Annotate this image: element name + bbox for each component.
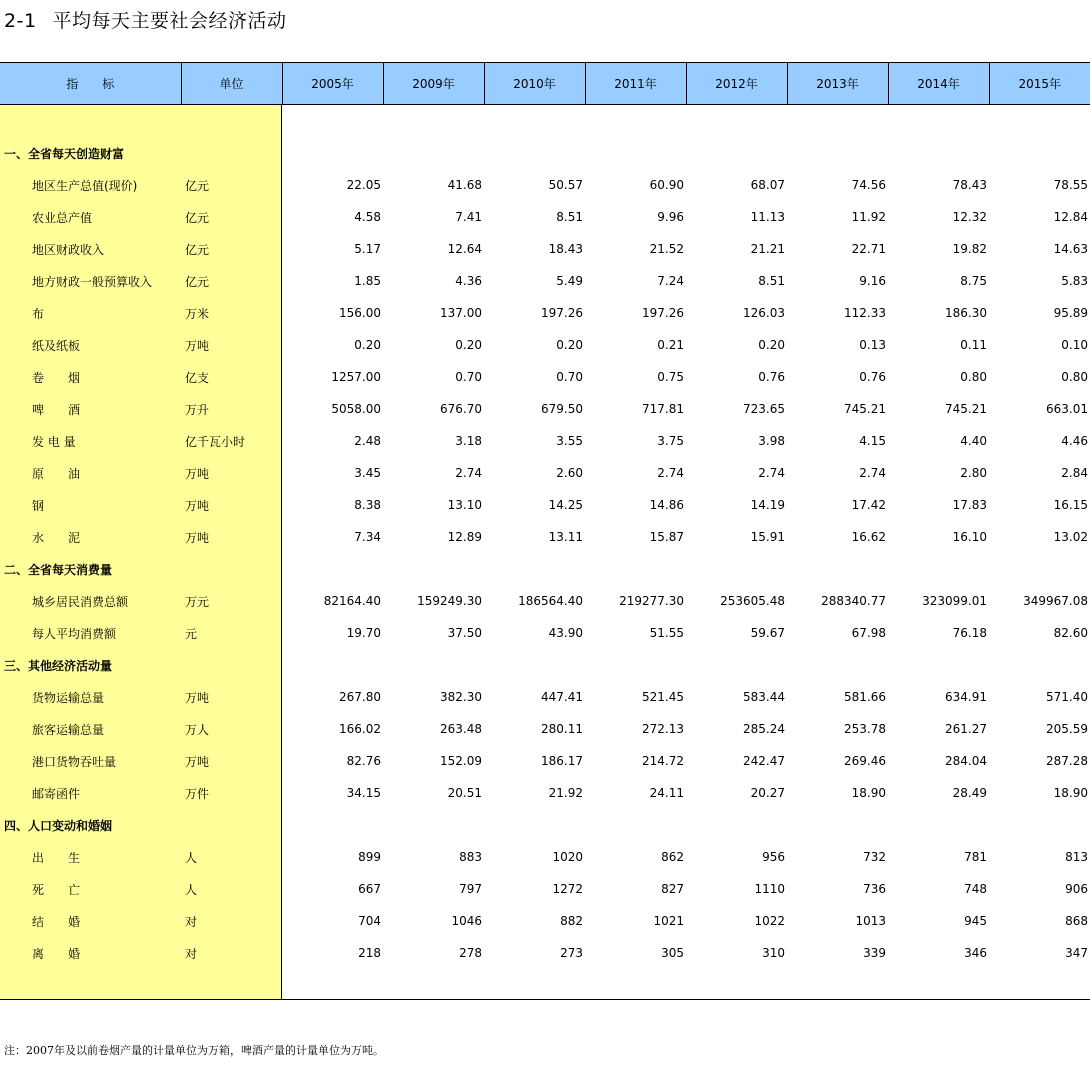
value-cell: 18.90 (1053, 786, 1088, 800)
value-cell: 197.26 (642, 306, 684, 320)
table-body (0, 105, 1090, 982)
value-cell: 14.86 (649, 498, 684, 512)
unit-cell: 对 (185, 914, 198, 929)
value-cell: 8.75 (960, 274, 987, 288)
indicator-name: 地区生产总值(现价) (32, 178, 138, 193)
value-cell: 159249.30 (417, 594, 482, 608)
value-cell: 22.05 (346, 178, 381, 192)
value-cell: 4.40 (960, 434, 987, 448)
value-cell: 679.50 (541, 402, 583, 416)
indicator-name: 原 油 (32, 466, 81, 481)
table-row (0, 329, 1090, 361)
value-cell: 2.80 (960, 466, 987, 480)
value-cell: 4.36 (455, 274, 482, 288)
value-cell: 14.63 (1053, 242, 1088, 256)
table-row (0, 233, 1090, 265)
value-cell: 186.30 (945, 306, 987, 320)
value-cell: 0.21 (657, 338, 684, 352)
value-cell: 288340.77 (821, 594, 886, 608)
value-cell: 3.75 (657, 434, 684, 448)
value-cell: 5.49 (556, 274, 583, 288)
value-cell: 17.83 (952, 498, 987, 512)
value-cell: 4.15 (859, 434, 886, 448)
value-cell: 323099.01 (922, 594, 987, 608)
value-cell: 347 (1065, 946, 1088, 960)
value-cell: 0.76 (859, 370, 886, 384)
value-cell: 41.68 (447, 178, 482, 192)
header-year: 2005年 (282, 63, 383, 105)
value-cell: 17.42 (851, 498, 886, 512)
value-cell: 9.96 (657, 210, 684, 224)
value-cell: 269.46 (844, 754, 886, 768)
value-cell: 0.76 (758, 370, 785, 384)
table-row (0, 841, 1090, 873)
value-cell: 1046 (451, 914, 482, 928)
unit-cell: 万人 (185, 722, 210, 737)
value-cell: 667 (358, 882, 381, 896)
value-cell: 8.51 (556, 210, 583, 224)
table-row (0, 361, 1090, 393)
page-title (4, 6, 287, 33)
value-cell: 2.74 (758, 466, 785, 480)
value-cell: 571.40 (1046, 690, 1088, 704)
value-cell: 21.52 (649, 242, 684, 256)
indicator-name: 农业总产值 (32, 210, 93, 225)
value-cell: 899 (358, 850, 381, 864)
value-cell: 882 (560, 914, 583, 928)
value-cell: 21.21 (750, 242, 785, 256)
table-row (0, 745, 1090, 777)
value-cell: 267.80 (339, 690, 381, 704)
unit-cell: 人 (185, 882, 198, 897)
value-cell: 13.02 (1053, 530, 1088, 544)
value-cell: 137.00 (440, 306, 482, 320)
value-cell: 3.98 (758, 434, 785, 448)
value-cell: 214.72 (642, 754, 684, 768)
value-cell: 28.49 (952, 786, 987, 800)
value-cell: 2.74 (455, 466, 482, 480)
header-year: 2014年 (888, 63, 989, 105)
value-cell: 18.43 (548, 242, 583, 256)
value-cell: 12.32 (952, 210, 987, 224)
value-cell: 13.11 (548, 530, 583, 544)
value-cell: 14.19 (750, 498, 785, 512)
value-cell: 3.45 (354, 466, 381, 480)
value-cell: 583.44 (743, 690, 785, 704)
table-row (0, 169, 1090, 201)
value-cell: 717.81 (642, 402, 684, 416)
value-cell: 34.15 (346, 786, 381, 800)
value-cell: 166.02 (339, 722, 381, 736)
indicator-name: 货物运输总量 (32, 690, 105, 705)
table-row (0, 905, 1090, 937)
header-year: 2013年 (787, 63, 888, 105)
value-cell: 781 (964, 850, 987, 864)
section-empty-cell (282, 137, 1090, 169)
value-cell: 261.27 (945, 722, 987, 736)
value-cell: 447.41 (541, 690, 583, 704)
value-cell: 82.76 (346, 754, 381, 768)
value-cell: 186564.40 (518, 594, 583, 608)
value-cell: 7.24 (657, 274, 684, 288)
value-cell: 349967.08 (1023, 594, 1088, 608)
value-cell: 723.65 (743, 402, 785, 416)
indicator-name: 出 生 (32, 850, 81, 865)
value-cell: 906 (1065, 882, 1088, 896)
value-cell: 0.20 (455, 338, 482, 352)
section-label: 一、全省每天创造财富 (4, 146, 125, 161)
value-cell: 156.00 (339, 306, 381, 320)
value-cell: 278 (459, 946, 482, 960)
value-cell: 8.51 (758, 274, 785, 288)
value-cell: 2.74 (657, 466, 684, 480)
value-cell: 3.55 (556, 434, 583, 448)
value-cell: 8.38 (354, 498, 381, 512)
table-row (0, 713, 1090, 745)
indicator-name: 旅客运输总量 (32, 722, 105, 737)
value-cell: 1257.00 (331, 370, 381, 384)
value-cell: 43.90 (548, 626, 583, 640)
footnote: 注：2007年及以前卷烟产量的计量单位为万箱，啤酒产量的计量单位为万吨。 (4, 1044, 384, 1057)
value-cell: 15.91 (750, 530, 785, 544)
indicator-name: 纸及纸板 (32, 338, 81, 353)
header-unit: 单位 (181, 63, 282, 105)
table-row (0, 201, 1090, 233)
unit-cell: 万吨 (185, 690, 210, 705)
value-cell: 20.51 (447, 786, 482, 800)
indicator-name: 每人平均消费额 (32, 626, 117, 641)
unit-cell: 万吨 (185, 754, 210, 769)
value-cell: 197.26 (541, 306, 583, 320)
value-cell: 5.17 (354, 242, 381, 256)
header-year: 2012年 (686, 63, 787, 105)
value-cell: 78.43 (952, 178, 987, 192)
value-cell: 22.71 (851, 242, 886, 256)
indicator-name: 啤 酒 (32, 402, 81, 417)
value-cell: 82164.40 (323, 594, 381, 608)
table-row (0, 489, 1090, 521)
value-cell: 186.17 (541, 754, 583, 768)
value-cell: 7.34 (354, 530, 381, 544)
value-cell: 339 (863, 946, 886, 960)
unit-cell: 亿元 (185, 178, 210, 193)
unit-cell: 人 (185, 850, 198, 865)
value-cell: 0.70 (556, 370, 583, 384)
section-empty-cell (282, 809, 1090, 841)
section-label: 二、全省每天消费量 (4, 562, 113, 577)
header-year: 2010年 (484, 63, 585, 105)
indicator-name: 城乡居民消费总额 (32, 594, 129, 609)
section-label: 四、人口变动和婚姻 (4, 818, 113, 833)
value-cell: 253.78 (844, 722, 886, 736)
value-cell: 2.60 (556, 466, 583, 480)
value-cell: 19.82 (952, 242, 987, 256)
indicator-name: 结 婚 (32, 914, 81, 929)
header-year: 2011年 (585, 63, 686, 105)
unit-cell: 万米 (185, 306, 210, 321)
value-cell: 273 (560, 946, 583, 960)
value-cell: 736 (863, 882, 886, 896)
value-cell: 12.89 (447, 530, 482, 544)
value-cell: 67.98 (851, 626, 886, 640)
value-cell: 0.20 (354, 338, 381, 352)
table-row (0, 617, 1090, 649)
unit-cell: 万升 (185, 402, 210, 417)
value-cell: 0.13 (859, 338, 886, 352)
value-cell: 59.67 (750, 626, 785, 640)
value-cell: 287.28 (1046, 754, 1088, 768)
unit-cell: 亿元 (185, 242, 210, 257)
value-cell: 2.74 (859, 466, 886, 480)
section-row (0, 137, 1090, 169)
unit-cell: 亿支 (185, 370, 210, 385)
value-cell: 862 (661, 850, 684, 864)
section-row (0, 553, 1090, 585)
table-number: 2-1 (4, 10, 37, 32)
value-cell: 748 (964, 882, 987, 896)
value-cell: 37.50 (447, 626, 482, 640)
value-cell: 285.24 (743, 722, 785, 736)
header-year: 2015年 (989, 63, 1090, 105)
indicator-name: 邮寄函件 (32, 786, 81, 801)
value-cell: 797 (459, 882, 482, 896)
value-cell: 112.33 (844, 306, 886, 320)
value-cell: 0.80 (1061, 370, 1088, 384)
value-cell: 219277.30 (619, 594, 684, 608)
value-cell: 883 (459, 850, 482, 864)
value-cell: 310 (762, 946, 785, 960)
unit-cell: 元 (185, 626, 198, 641)
table-row (0, 297, 1090, 329)
value-cell: 4.46 (1061, 434, 1088, 448)
section-row (0, 649, 1090, 681)
value-cell: 0.80 (960, 370, 987, 384)
unit-cell: 对 (185, 946, 198, 961)
value-cell: 704 (358, 914, 381, 928)
unit-cell: 亿元 (185, 274, 210, 289)
value-cell: 0.20 (758, 338, 785, 352)
indicator-name: 地区财政收入 (32, 242, 105, 257)
value-cell: 346 (964, 946, 987, 960)
value-cell: 945 (964, 914, 987, 928)
value-cell: 1013 (855, 914, 886, 928)
value-cell: 12.64 (447, 242, 482, 256)
value-cell: 868 (1065, 914, 1088, 928)
value-cell: 2.48 (354, 434, 381, 448)
indicator-name: 地方财政一般预算收入 (32, 274, 153, 289)
section-row (0, 809, 1090, 841)
data-table (0, 63, 1090, 981)
value-cell: 218 (358, 946, 381, 960)
indicator-name: 卷 烟 (32, 370, 81, 385)
table-row (0, 585, 1090, 617)
section-empty-cell (282, 553, 1090, 585)
value-cell: 5058.00 (331, 402, 381, 416)
table-row (0, 457, 1090, 489)
unit-cell: 亿千瓦小时 (185, 434, 246, 449)
table-row (0, 521, 1090, 553)
value-cell: 263.48 (440, 722, 482, 736)
value-cell: 12.84 (1053, 210, 1088, 224)
value-cell: 284.04 (945, 754, 987, 768)
value-cell: 21.92 (548, 786, 583, 800)
value-cell: 16.15 (1053, 498, 1088, 512)
value-cell: 305 (661, 946, 684, 960)
value-cell: 634.91 (945, 690, 987, 704)
value-cell: 9.16 (859, 274, 886, 288)
indicator-name: 布 (32, 306, 45, 321)
value-cell: 382.30 (440, 690, 482, 704)
value-cell: 0.11 (960, 338, 987, 352)
spacer-row (0, 105, 1090, 138)
indicator-name: 水 泥 (32, 530, 81, 545)
value-cell: 732 (863, 850, 886, 864)
unit-cell: 亿元 (185, 210, 210, 225)
unit-cell: 万吨 (185, 530, 210, 545)
value-cell: 3.18 (455, 434, 482, 448)
value-cell: 50.57 (548, 178, 583, 192)
value-cell: 663.01 (1046, 402, 1088, 416)
value-cell: 827 (661, 882, 684, 896)
header-row (0, 63, 1090, 105)
value-cell: 745.21 (945, 402, 987, 416)
section-label: 三、其他经济活动量 (4, 658, 113, 673)
value-cell: 68.07 (750, 178, 785, 192)
value-cell: 152.09 (440, 754, 482, 768)
value-cell: 1272 (552, 882, 583, 896)
table-bottom-rule (0, 999, 1090, 1000)
indicator-name: 发 电 量 (32, 434, 76, 449)
value-cell: 15.87 (649, 530, 684, 544)
value-cell: 16.62 (851, 530, 886, 544)
value-cell: 272.13 (642, 722, 684, 736)
table-row (0, 265, 1090, 297)
value-cell: 581.66 (844, 690, 886, 704)
value-cell: 0.20 (556, 338, 583, 352)
value-cell: 1020 (552, 850, 583, 864)
value-cell: 24.11 (649, 786, 684, 800)
value-cell: 11.13 (750, 210, 785, 224)
value-cell: 242.47 (743, 754, 785, 768)
header-indicator: 指 标 (0, 63, 181, 105)
value-cell: 11.92 (851, 210, 886, 224)
indicator-name: 港口货物吞吐量 (32, 754, 117, 769)
table-row (0, 873, 1090, 905)
unit-cell: 万吨 (185, 466, 210, 481)
indicator-name: 离 婚 (32, 946, 81, 961)
indicator-name: 死 亡 (32, 882, 81, 897)
value-cell: 1110 (754, 882, 785, 896)
value-cell: 2.84 (1061, 466, 1088, 480)
table-title: 平均每天主要社会经济活动 (52, 10, 287, 32)
value-cell: 676.70 (440, 402, 482, 416)
value-cell: 5.83 (1061, 274, 1088, 288)
value-cell: 205.59 (1046, 722, 1088, 736)
value-cell: 13.10 (447, 498, 482, 512)
value-cell: 51.55 (649, 626, 684, 640)
unit-cell: 万吨 (185, 498, 210, 513)
value-cell: 253605.48 (720, 594, 785, 608)
value-cell: 60.90 (649, 178, 684, 192)
table-row (0, 777, 1090, 809)
value-cell: 14.25 (548, 498, 583, 512)
value-cell: 95.89 (1053, 306, 1088, 320)
table-row (0, 937, 1090, 969)
value-cell: 126.03 (743, 306, 785, 320)
value-cell: 1.85 (354, 274, 381, 288)
spacer-row (0, 969, 1090, 981)
value-cell: 521.45 (642, 690, 684, 704)
value-cell: 280.11 (541, 722, 583, 736)
value-cell: 0.70 (455, 370, 482, 384)
value-cell: 19.70 (346, 626, 381, 640)
value-cell: 813 (1065, 850, 1088, 864)
value-cell: 956 (762, 850, 785, 864)
table-row (0, 393, 1090, 425)
value-cell: 1021 (653, 914, 684, 928)
value-cell: 0.75 (657, 370, 684, 384)
section-empty-cell (282, 649, 1090, 681)
value-cell: 18.90 (851, 786, 886, 800)
value-cell: 76.18 (952, 626, 987, 640)
unit-cell: 万件 (185, 786, 210, 801)
value-cell: 20.27 (750, 786, 785, 800)
unit-cell: 万元 (185, 594, 210, 609)
value-cell: 7.41 (455, 210, 482, 224)
value-cell: 16.10 (952, 530, 987, 544)
value-cell: 745.21 (844, 402, 886, 416)
value-cell: 0.10 (1061, 338, 1088, 352)
value-cell: 74.56 (851, 178, 886, 192)
indicator-name: 钢 (32, 498, 45, 513)
header-year: 2009年 (383, 63, 484, 105)
value-cell: 82.60 (1053, 626, 1088, 640)
unit-cell: 万吨 (185, 338, 210, 353)
table-row (0, 425, 1090, 457)
value-cell: 1022 (754, 914, 785, 928)
value-cell: 4.58 (354, 210, 381, 224)
value-cell: 78.55 (1053, 178, 1088, 192)
table-row (0, 681, 1090, 713)
